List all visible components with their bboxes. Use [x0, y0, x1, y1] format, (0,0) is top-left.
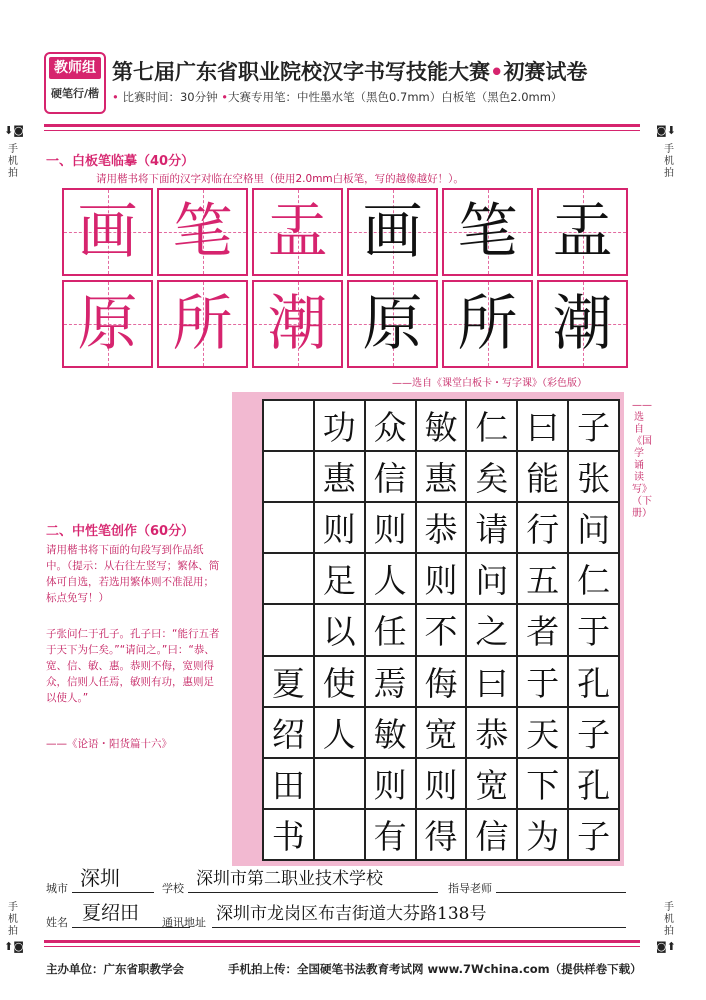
grid-cell[interactable]: 矣 [466, 451, 517, 502]
city-underline [72, 892, 154, 893]
grid-cell[interactable]: 者 [517, 604, 568, 655]
school-label: 学校 [162, 882, 184, 895]
grid-cell[interactable]: 子 [568, 400, 619, 451]
grid-cell[interactable]: 于 [568, 604, 619, 655]
school-field[interactable]: 深圳市第二职业技术学校 [196, 869, 383, 889]
teacher-underline [496, 892, 626, 893]
grid-cell[interactable]: 则 [416, 553, 467, 604]
grid-cell[interactable]: 能 [517, 451, 568, 502]
school-underline [188, 892, 438, 893]
handwritten-char: 所 [457, 289, 518, 359]
grid-cell[interactable]: 田 [263, 758, 314, 809]
model-cell [157, 280, 248, 368]
model-cell [252, 188, 343, 276]
grid-cell[interactable]: 宽 [466, 758, 517, 809]
side-label-bottom-left: 手机拍 [8, 902, 18, 937]
exam-time: 比赛时间：30分钟 [122, 90, 218, 104]
exam-info [112, 89, 562, 105]
title-main: 第七届广东省职业院校汉字书写技能大赛 [112, 60, 490, 84]
grid-cell[interactable]: 则 [314, 502, 365, 553]
grid-cell[interactable] [263, 604, 314, 655]
section2-passage: 子张问仁于孔子。孔子曰：“能行五者于天下为仁矣。”“请问之。”曰：“恭、宽、信、敏、惠。恭则不侮，宽则得众，信则人任焉，敏则有功，惠则足以使人。” [46, 628, 220, 704]
copy-cell[interactable] [347, 280, 438, 368]
grid-cell[interactable]: 之 [466, 604, 517, 655]
writing-grid[interactable] [262, 399, 620, 861]
name-field[interactable]: 夏绍田 [82, 902, 140, 924]
grid-cell[interactable]: 以 [314, 604, 365, 655]
grid-cell[interactable]: 宽 [416, 707, 467, 758]
grid-cell[interactable]: 人 [365, 553, 416, 604]
grid-cell[interactable]: 为 [517, 809, 568, 860]
address-label: 通讯地址 [162, 916, 206, 929]
bullet-1: • [112, 90, 119, 104]
grid-cell[interactable]: 则 [365, 758, 416, 809]
grid-cell[interactable]: 足 [314, 553, 365, 604]
grid-cell[interactable]: 侮 [416, 656, 467, 707]
model-char: 笔 [172, 197, 233, 267]
copy-cell[interactable] [347, 188, 438, 276]
grid-cell[interactable]: 夏 [263, 656, 314, 707]
grid-cell[interactable]: 天 [517, 707, 568, 758]
badge-group-label: 教师组 [49, 57, 101, 79]
title-tail: 初赛试卷 [503, 60, 588, 84]
header-rule-thin [44, 130, 640, 131]
organizer: 主办单位：广东省职教学会 [46, 962, 184, 976]
grid-cell[interactable]: 敏 [365, 707, 416, 758]
grid-cell[interactable]: 绍 [263, 707, 314, 758]
grid-cell[interactable]: 恭 [466, 707, 517, 758]
name-label: 姓名 [46, 916, 68, 929]
side-label-top-left: 手机拍 [8, 144, 18, 179]
grid-cell[interactable] [263, 400, 314, 451]
exam-pens: 大赛专用笔：中性墨水笔（黑色0.7mm）白板笔（黑色2.0mm） [228, 90, 563, 104]
camera-upload-icon: ⬆◙ [4, 940, 24, 953]
grid-cell[interactable]: 曰 [466, 656, 517, 707]
grid-cell[interactable]: 孔 [568, 656, 619, 707]
grid-cell[interactable] [263, 451, 314, 502]
camera-upload-icon: ◙⬆ [656, 940, 676, 953]
grid-cell[interactable]: 请 [466, 502, 517, 553]
grid-cell[interactable]: 问 [466, 553, 517, 604]
camera-upload-icon: ◙⬇ [656, 124, 676, 137]
copy-grid [62, 188, 628, 368]
grid-cell[interactable]: 有 [365, 809, 416, 860]
model-cell [62, 188, 153, 276]
grid-cell[interactable]: 张 [568, 451, 619, 502]
handwritten-char: 笔 [457, 197, 518, 267]
model-char: 盂 [267, 197, 328, 267]
grid-cell[interactable]: 众 [365, 400, 416, 451]
grid-cell[interactable]: 惠 [416, 451, 467, 502]
title-separator: • [490, 60, 504, 84]
grid-cell[interactable]: 焉 [365, 656, 416, 707]
grid-cell[interactable]: 仁 [466, 400, 517, 451]
section2-instruction: 请用楷书将下面的句段写到作品纸中。（提示：从右往左竖写；繁体、简体可自选，若选用繁体则不准混用；标点免写！） [46, 544, 220, 604]
grid-cell[interactable]: 于 [517, 656, 568, 707]
grid-cell[interactable]: 下 [517, 758, 568, 809]
side-label-top-right: 手机拍 [664, 144, 674, 179]
grid-cell[interactable]: 人 [314, 707, 365, 758]
grid-cell[interactable] [263, 553, 314, 604]
grid-cell[interactable] [314, 758, 365, 809]
badge-category-label: 硬笔行/楷 [50, 87, 100, 100]
grid-cell[interactable]: 孔 [568, 758, 619, 809]
grid-cell[interactable]: 五 [517, 553, 568, 604]
section2-passage-source: ——《论语・阳货篇十六》 [46, 738, 172, 750]
side-label-bottom-right: 手机拍 [664, 902, 674, 937]
section1-source: ——选自《课堂白板卡・写字课》（彩色版） [392, 378, 587, 389]
grid-cell[interactable]: 行 [517, 502, 568, 553]
model-cell [62, 280, 153, 368]
section2-title: 二、中性笔创作（60分） [46, 524, 195, 539]
copy-cell[interactable] [442, 188, 533, 276]
grid-cell[interactable]: 信 [466, 809, 517, 860]
upload-camera-icon: ⬇◙ [4, 124, 24, 137]
grid-cell[interactable]: 恭 [416, 502, 467, 553]
grid-cell[interactable]: 子 [568, 707, 619, 758]
grid-cell[interactable]: 惠 [314, 451, 365, 502]
copy-cell[interactable] [442, 280, 533, 368]
grid-cell[interactable]: 信 [365, 451, 416, 502]
model-cell [252, 280, 343, 368]
handwritten-char: 盂 [552, 197, 613, 267]
grid-cell[interactable]: 子 [568, 809, 619, 860]
handwritten-char: 潮 [552, 289, 613, 359]
city-label: 城市 [46, 882, 68, 895]
grid-cell[interactable]: 则 [365, 502, 416, 553]
grid-cell[interactable]: 不 [416, 604, 467, 655]
grid-cell[interactable] [314, 809, 365, 860]
teacher-label: 指导老师 [448, 882, 492, 895]
footer-rule-thin [44, 946, 640, 947]
grid-cell[interactable]: 敏 [416, 400, 467, 451]
model-cell [157, 188, 248, 276]
section1-title: 一、白板笔临摹（40分） [46, 154, 195, 169]
copy-cell[interactable] [537, 188, 628, 276]
grid-cell[interactable]: 书 [263, 809, 314, 860]
group-badge [44, 52, 106, 114]
handwritten-char: 原 [362, 289, 423, 359]
section1-instruction: 请用楷书将下面的汉字对临在空格里（使用2.0mm白板笔，写的越像越好！）。 [96, 173, 464, 185]
upload-info: 手机拍上传：全国硬笔书法教育考试网 www.7Wchina.com（提供样卷下载） [228, 962, 642, 976]
header-rule-thick [44, 124, 640, 127]
page-title [112, 56, 587, 86]
city-field[interactable]: 深圳 [80, 866, 120, 890]
model-char: 画 [77, 197, 138, 267]
grid-cell[interactable]: 问 [568, 502, 619, 553]
address-field[interactable]: 深圳市龙岗区布吉街道大芬路138号 [216, 904, 487, 924]
copy-cell[interactable] [537, 280, 628, 368]
address-underline [212, 927, 626, 928]
grid-cell[interactable]: 仁 [568, 553, 619, 604]
grid-cell[interactable]: 曰 [517, 400, 568, 451]
grid-cell[interactable] [263, 502, 314, 553]
grid-cell[interactable]: 任 [365, 604, 416, 655]
grid-cell[interactable]: 使 [314, 656, 365, 707]
model-char: 所 [172, 289, 233, 359]
grid-cell[interactable]: 得 [416, 809, 467, 860]
bullet-2: • [221, 90, 229, 104]
grid-cell[interactable]: 功 [314, 400, 365, 451]
grid-cell[interactable]: 则 [416, 758, 467, 809]
footer-rule-thick [44, 940, 640, 943]
handwritten-char: 画 [362, 197, 423, 267]
section2-vertical-source: ——选自《国学诵读写》（下册） [632, 400, 652, 519]
model-char: 原 [77, 289, 138, 359]
model-char: 潮 [267, 289, 328, 359]
